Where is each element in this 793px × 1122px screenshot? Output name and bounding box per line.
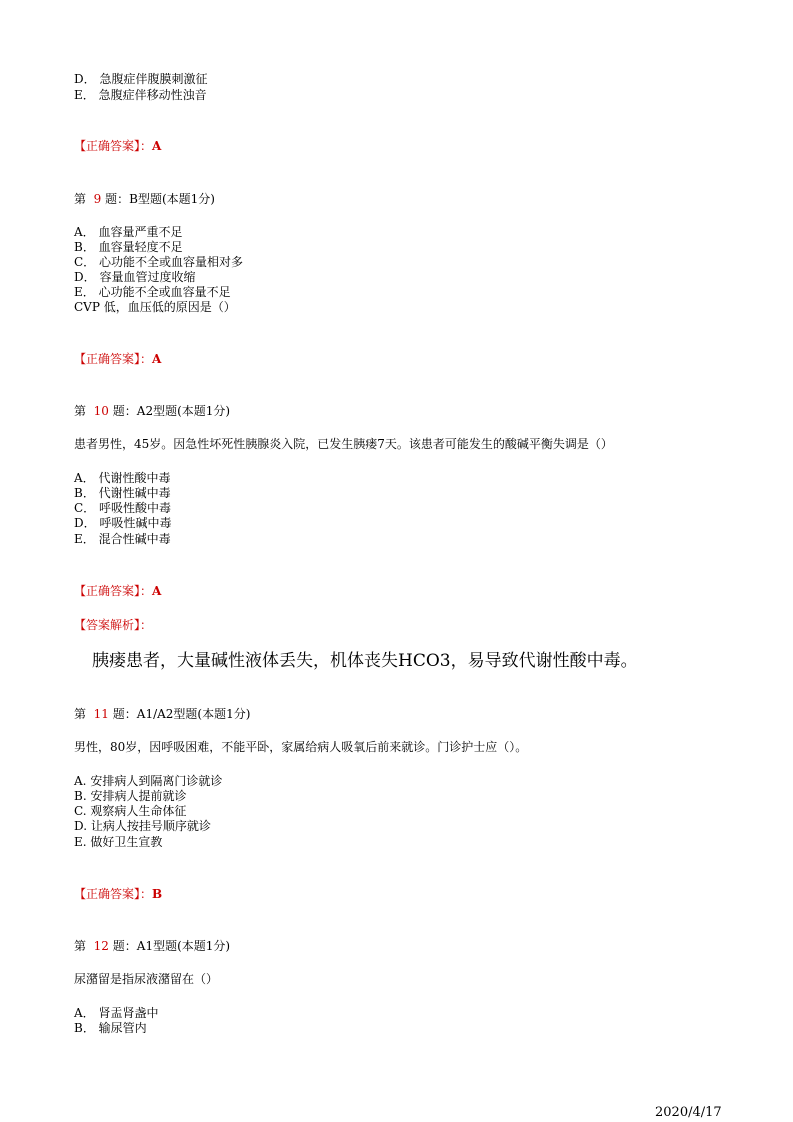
option-key: C． — [74, 255, 96, 269]
answer-label: 【正确答案】： — [74, 887, 153, 901]
option-line — [74, 516, 171, 531]
option-line — [74, 804, 186, 819]
question-type: A2型题(本题1分) — [136, 404, 231, 418]
option-key: D． — [74, 72, 96, 86]
option-text: 心功能不全或血容量相对多 — [99, 255, 244, 269]
option-key: D． — [74, 270, 96, 284]
answer-line — [74, 887, 162, 902]
question-suffix: 题： — [105, 192, 130, 206]
question-type: A1/A2型题(本题1分) — [136, 707, 251, 721]
question-number: 12 — [93, 939, 109, 953]
footer-date: 2020/4/17 — [655, 1105, 722, 1120]
question-prefix: 第 — [74, 192, 87, 206]
option-text: 呼吸性碱中毒 — [99, 516, 172, 530]
question-type: A1型题(本题1分) — [136, 939, 231, 953]
option-line — [74, 789, 186, 804]
option-text: 安排病人到隔离门诊就诊 — [90, 774, 223, 788]
question-stem: 尿潴留是指尿液潴留在（） — [74, 972, 219, 986]
option-key: E． — [74, 88, 95, 102]
option-text: 代谢性碱中毒 — [98, 486, 171, 500]
question-header — [74, 707, 250, 722]
option-line — [74, 486, 171, 501]
answer-line — [74, 584, 161, 599]
option-text: 观察病人生命体征 — [90, 804, 187, 818]
analysis-text: 胰瘘患者，大量碱性液体丢失，机体丧失HCO3，易导致代谢性酸中毒。 — [92, 651, 638, 671]
question-type: B型题(本题1分) — [129, 192, 215, 206]
question-header — [74, 192, 215, 207]
option-key: A． — [74, 1006, 95, 1020]
option-line — [74, 285, 231, 300]
option-key: D. — [74, 819, 88, 833]
option-text: 急腹症伴腹膜刺激征 — [99, 72, 208, 86]
option-key: B． — [74, 240, 95, 254]
question-suffix: 题： — [112, 939, 137, 953]
option-text: 让病人按挂号顺序就诊 — [90, 819, 211, 833]
question-prefix: 第 — [74, 404, 87, 418]
option-text: 做好卫生宣教 — [90, 835, 163, 849]
question-header — [74, 404, 230, 419]
option-key: A． — [74, 471, 95, 485]
question-stem: 患者男性，45岁。因急性坏死性胰腺炎入院，已发生胰瘘7天。该患者可能发生的酸碱平衡失调是（） — [74, 437, 613, 451]
option-text: 血容量轻度不足 — [98, 240, 183, 254]
answer-value: A — [152, 352, 162, 366]
question-suffix: 题： — [112, 404, 137, 418]
option-key: E． — [74, 285, 95, 299]
answer-label: 【正确答案】： — [74, 139, 153, 153]
option-key: E. — [74, 835, 87, 849]
option-text: 混合性碱中毒 — [98, 532, 171, 546]
question-prefix: 第 — [74, 707, 87, 721]
option-line — [74, 819, 211, 834]
question-stem: CVP 低，血压低的原因是（） — [74, 300, 236, 314]
option-key: B. — [74, 789, 87, 803]
option-text: 安排病人提前就诊 — [90, 789, 187, 803]
option-line — [74, 1021, 147, 1036]
question-suffix: 题： — [112, 707, 137, 721]
option-text: 容量血管过度收缩 — [99, 270, 196, 284]
option-text: 急腹症伴移动性浊音 — [98, 88, 207, 102]
answer-line — [74, 139, 161, 154]
option-text: 心功能不全或血容量不足 — [98, 285, 231, 299]
answer-value: A — [152, 139, 162, 153]
option-text: 肾盂肾盏中 — [98, 1006, 159, 1020]
option-key: A． — [74, 225, 95, 239]
answer-label: 【正确答案】： — [74, 352, 153, 366]
option-key: E． — [74, 532, 95, 546]
option-line — [74, 1006, 159, 1021]
option-key: C． — [74, 501, 96, 515]
question-prefix: 第 — [74, 939, 87, 953]
question-number: 9 — [93, 192, 102, 206]
question-number: 10 — [93, 404, 109, 418]
option-line — [74, 501, 171, 516]
question-number: 11 — [93, 707, 109, 721]
answer-value: B — [152, 887, 163, 901]
option-key: C. — [74, 804, 87, 818]
option-line — [74, 835, 162, 850]
answer-value: A — [152, 584, 162, 598]
option-line — [74, 471, 171, 486]
option-line — [74, 240, 183, 255]
answer-label: 【正确答案】： — [74, 584, 153, 598]
option-line — [74, 225, 183, 240]
option-line — [74, 270, 195, 285]
option-line — [74, 774, 222, 789]
option-line — [74, 72, 207, 87]
option-line — [74, 532, 171, 547]
option-text: 输尿管内 — [98, 1021, 147, 1035]
option-text: 血容量严重不足 — [98, 225, 183, 239]
question-stem: 男性，80岁，因呼吸困难，不能平卧，家属给病人吸氧后前来就诊。门诊护士应（）。 — [74, 740, 528, 754]
analysis-label: 【答案解析】： — [74, 618, 153, 632]
option-line — [74, 255, 243, 270]
option-line — [74, 88, 207, 103]
answer-line — [74, 352, 161, 367]
option-text: 呼吸性酸中毒 — [99, 501, 172, 515]
option-key: D． — [74, 516, 96, 530]
question-header — [74, 939, 230, 954]
option-key: B． — [74, 486, 95, 500]
option-key: B． — [74, 1021, 95, 1035]
option-key: A. — [74, 774, 87, 788]
option-text: 代谢性酸中毒 — [98, 471, 171, 485]
